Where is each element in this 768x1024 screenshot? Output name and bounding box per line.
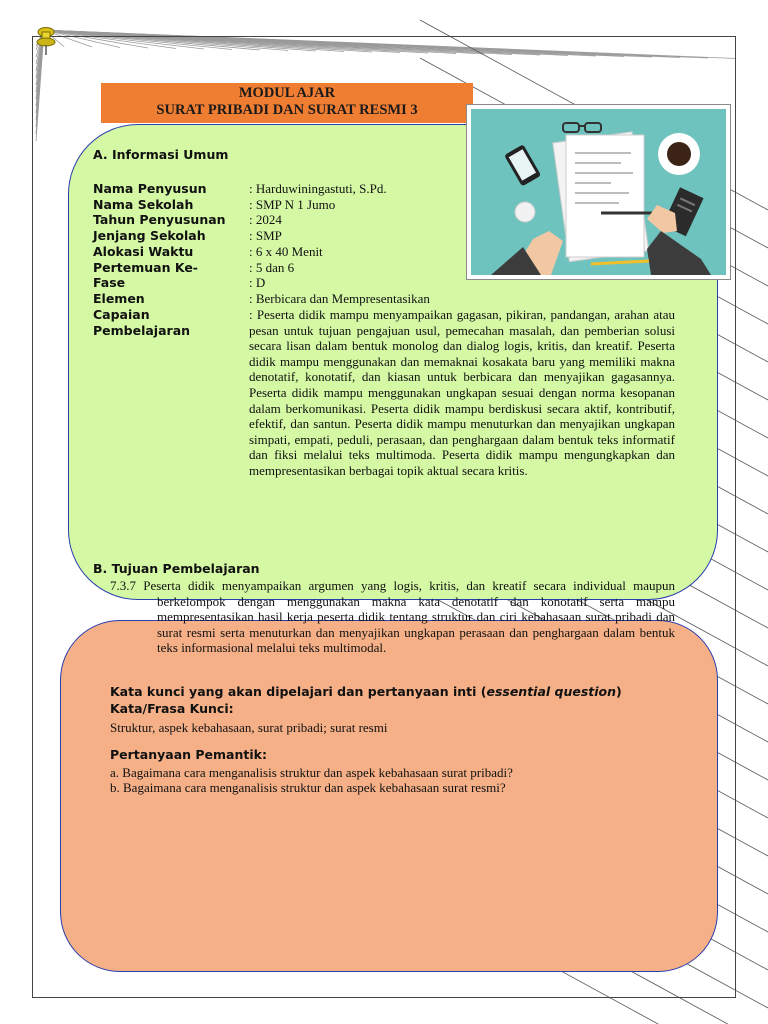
section-b-heading: B. Tujuan Pembelajaran xyxy=(93,561,260,576)
field-value: : SMP N 1 Jumo xyxy=(249,197,336,212)
title-line-2: SURAT PRIBADI DAN SURAT RESMI 3 xyxy=(156,102,418,118)
questions-heading: Pertanyaan Pemantik: xyxy=(110,747,267,762)
keywords-subheading: Kata/Frasa Kunci: xyxy=(110,701,234,716)
title-banner xyxy=(101,83,473,123)
keywords-heading-pre: Kata kunci yang akan dipelajari dan pertanyaan inti ( xyxy=(110,684,487,699)
question-item: a. Bagaimana cara menganalisis struktur dan aspek kebahasaan surat pribadi? xyxy=(110,765,513,780)
keywords-heading xyxy=(110,684,622,699)
field-value: : Berbicara dan Mempresentasikan xyxy=(249,291,430,306)
desk-illustration xyxy=(466,104,731,280)
field-label: Elemen xyxy=(93,291,145,306)
field-label: Tahun Penyusunan xyxy=(93,212,226,227)
field-value: : SMP xyxy=(249,228,282,243)
keywords-text: Struktur, aspek kebahasaan, surat pribadi; surat resmi xyxy=(110,720,388,735)
field-value: : 5 dan 6 xyxy=(249,260,295,275)
field-label: Fase xyxy=(93,275,126,290)
pushpin-icon xyxy=(35,26,57,56)
keywords-panel xyxy=(60,620,718,972)
field-value: : 2024 xyxy=(249,212,282,227)
field-label: Nama Sekolah xyxy=(93,197,194,212)
keywords-heading-em: essential question xyxy=(486,684,617,699)
field-value: : Harduwiningastuti, S.Pd. xyxy=(249,181,387,196)
keywords-heading-post: ) xyxy=(616,684,622,699)
field-value: : 6 x 40 Menit xyxy=(249,244,323,259)
question-item: b. Bagaimana cara menganalisis struktur dan aspek kebahasaan surat resmi? xyxy=(110,780,506,795)
capaian-label: Capaian Pembelajaran xyxy=(93,307,191,338)
capaian-text: : Peserta didik mampu menyampaikan gagasan, pikiran, pandangan, arahan atau pesan untuk tujuan pengajuan usul, pemecahan masalah, dan pemberian solusi secara lisan dalam bentuk monolog dan dialog logis, kritis, dan kreatif. Peserta didik mampu menggunakan dan memaknai kosakata baru yang memiliki makna denotatif, konotatif, dan kiasan untuk berbicara dan menyajikan gagasannya. Peserta didik mampu menggunakan ungkapan sesuai dengan norma kesopanan dalam berkomunikasi. Peserta didik mampu berdiskusi secara aktif, kontributif, efektif, dan santun. Peserta didik mampu menuturkan dan menyajikan ungkapan simpati, empati, peduli, perasaan, dan penghargaan dalam bentuk teks informatif dan fiksi melalui teks multimoda. Peserta didik mampu mengungkapkan dan mempresentasikan berbagai topik aktual secara kritis. xyxy=(249,307,675,478)
field-label: Pertemuan Ke- xyxy=(93,260,198,275)
field-label: Nama Penyusun xyxy=(93,181,207,196)
field-label: Alokasi Waktu xyxy=(93,244,194,259)
section-a-heading: A. Informasi Umum xyxy=(93,147,229,162)
field-label: Jenjang Sekolah xyxy=(93,228,206,243)
field-value: : D xyxy=(249,275,266,290)
learning-objective: 7.3.7 Peserta didik menyampaikan argumen yang logis, kritis, dan kreatif secara individual maupun berkelompok dengan menggunakan makna kata denotatif dan konotatif serta mampu mempresentasikan hasil kerja peserta didik tentang struktur dan ciri kebahasaan surat pribadi dan surat resmi serta menuturkan dan menyajikan ungkapan perasaan dan penghargaan dalam bentuk teks informasional melalui teks multimodal. xyxy=(110,578,675,656)
title-line-1: MODUL AJAR xyxy=(238,85,336,101)
